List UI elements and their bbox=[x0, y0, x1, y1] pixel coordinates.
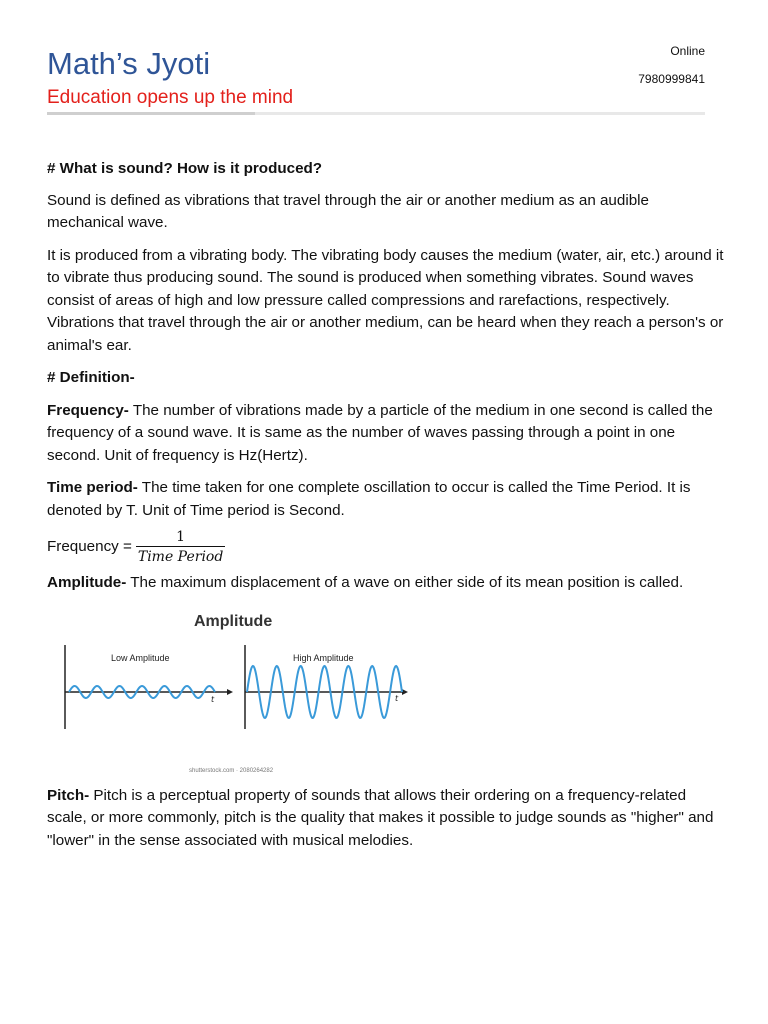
brand-tagline: Education opens up the mind bbox=[47, 87, 294, 108]
contact-mode: Online bbox=[670, 44, 705, 58]
question-heading: # What is sound? How is it produced? bbox=[47, 160, 323, 177]
formula-numerator: 1 bbox=[176, 529, 186, 545]
high-amplitude-label: High Amplitude bbox=[293, 652, 354, 663]
frequency-formula bbox=[47, 528, 727, 566]
formula-fraction bbox=[136, 528, 225, 566]
sound-definition-paragraph: Sound is defined as vibrations that travel through the air or another medium as an audible mechanical wave. bbox=[47, 191, 649, 231]
formula-lhs: Frequency = bbox=[47, 537, 132, 555]
frequency-paragraph: Frequency- The number of vibrations made by a particle of the medium in one second is called the frequency of a sound wave. It is same as the number of waves passing through a point in one second. Unit of frequency is Hz(Hertz). bbox=[47, 401, 713, 464]
brand-title: Math’s Jyoti bbox=[47, 46, 211, 81]
time-period-term: Time period- bbox=[47, 479, 138, 496]
sound-production-paragraph: It is produced from a vibrating body. The vibrating body causes the medium (water, air, etc.) around it to vibrate thus producing sound. The sound is produced when something vibrates. Sound waves consist of areas of high and low pressure called compressions and rarefactions, respectively. Vibrations that travel through the air or another medium, can be heard when they reach a person's or animal's ear. bbox=[47, 246, 724, 354]
page-header bbox=[47, 44, 707, 116]
image-credit: shutterstock.com · 2080264282 bbox=[189, 767, 274, 774]
low-amplitude-label: Low Amplitude bbox=[111, 652, 170, 663]
header-divider bbox=[47, 112, 705, 115]
amplitude-term: Amplitude- bbox=[47, 574, 127, 591]
amplitude-figure bbox=[47, 605, 727, 777]
pitch-paragraph: Pitch- Pitch is a perceptual property of sounds that allows their ordering on a frequency-related scale, or more commonly, pitch is the quality that makes it possible to judge sounds as "higher" and "lower" in the sense associated with musical melodies. bbox=[47, 786, 714, 849]
amplitude-paragraph: Amplitude- The maximum displacement of a wave on either side of its mean position is called. bbox=[47, 574, 684, 591]
contact-phone: 7980999841 bbox=[638, 72, 705, 86]
low-axis-label: t bbox=[211, 694, 215, 704]
definition-heading: # Definition- bbox=[47, 369, 135, 386]
figure-title: Amplitude bbox=[194, 612, 273, 630]
document-body bbox=[47, 158, 727, 862]
frequency-term: Frequency- bbox=[47, 401, 129, 419]
formula-denominator: Time Period bbox=[136, 546, 225, 566]
pitch-term: Pitch- bbox=[47, 786, 90, 804]
high-axis-label: t bbox=[395, 693, 399, 703]
contact-info bbox=[638, 44, 705, 86]
time-period-paragraph: Time period- The time taken for one complete oscillation to occur is called the Time Period. It is denoted by T. Unit of Time period is Second. bbox=[47, 479, 691, 519]
